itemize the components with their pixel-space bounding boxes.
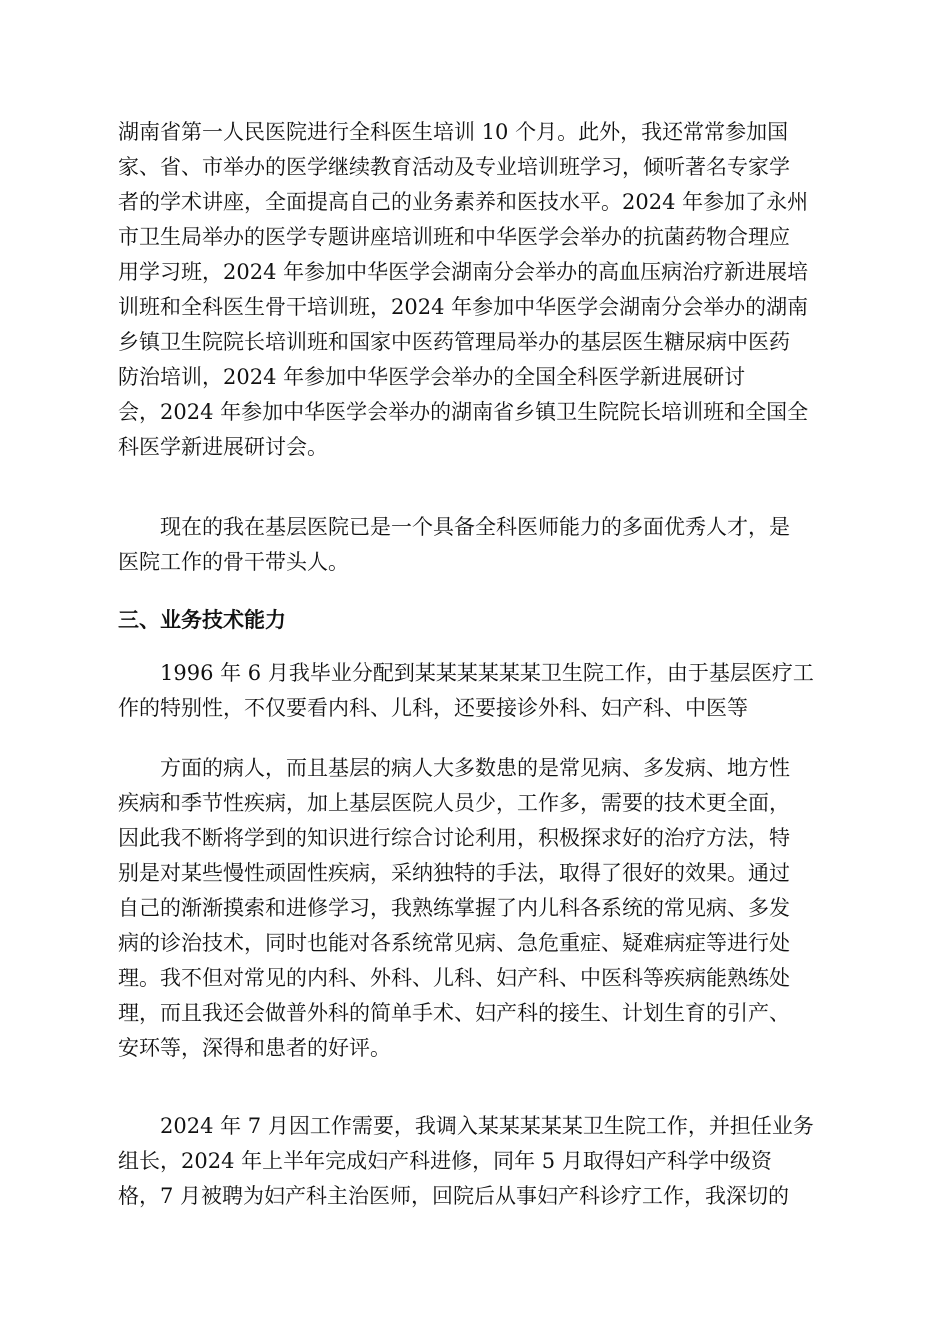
paragraph-1-line-5: 用学习班，2024 年参加中华医学会湖南分会举办的高血压病治疗新进展培 <box>118 260 809 284</box>
paragraph-1-line-2: 家、省、市举办的医学继续教育活动及专业培训班学习，倾听著名专家学 <box>118 155 790 179</box>
paragraph-4-line-6: 病的诊治技术，同时也能对各系统常见病、急危重症、疑难病症等进行处 <box>118 931 790 955</box>
paragraph-4-line-8: 理，而且我还会做普外科的简单手术、妇产科的接生、计划生育的引产、 <box>118 1001 790 1025</box>
paragraph-1-line-8: 防治培训，2024 年参加中华医学会举办的全国全科医学新进展研讨 <box>118 365 746 389</box>
paragraph-1-line-9: 会，2024 年参加中华医学会举办的湖南省乡镇卫生院院长培训班和全国全 <box>118 400 809 424</box>
paragraph-2-line-2: 医院工作的骨干带头人。 <box>118 550 349 574</box>
paragraph-4-line-7: 理。我不但对常见的内科、外科、儿科、妇产科、中医科等疾病能熟练处 <box>118 966 790 990</box>
paragraph-1-line-6: 训班和全科医生骨干培训班，2024 年参加中华医学会湖南分会举办的湖南 <box>118 295 809 319</box>
paragraph-4-line-1: 方面的病人，而且基层的病人大多数患的是常见病、多发病、地方性 <box>160 756 790 780</box>
paragraph-2-line-1: 现在的我在基层医院已是一个具备全科医师能力的多面优秀人才，是 <box>160 515 790 539</box>
paragraph-1-line-3: 者的学术讲座，全面提高自己的业务素养和医技水平。2024 年参加了永州 <box>118 190 809 214</box>
paragraph-3-line-1: 1996 年 6 月我毕业分配到某某某某某某卫生院工作，由于基层医疗工 <box>160 661 814 685</box>
paragraph-1-line-7: 乡镇卫生院院长培训班和国家中医药管理局举办的基层医生糖尿病中医药 <box>118 330 790 354</box>
paragraph-5-line-1: 2024 年 7 月因工作需要，我调入某某某某某卫生院工作，并担任业务 <box>160 1114 814 1138</box>
paragraph-4-line-5: 自己的渐渐摸索和进修学习，我熟练掌握了内儿科各系统的常见病、多发 <box>118 896 790 920</box>
paragraph-4-line-9: 安环等，深得和患者的好评。 <box>118 1036 391 1060</box>
paragraph-3-line-2: 作的特别性，不仅要看内科、儿科，还要接诊外科、妇产科、中医等 <box>118 696 748 720</box>
section-heading: 三、业务技术能力 <box>118 608 286 632</box>
paragraph-5-line-3: 格，7 月被聘为妇产科主治医师，回院后从事妇产科诊疗工作，我深切的 <box>118 1184 790 1208</box>
paragraph-1-line-4: 市卫生局举办的医学专题讲座培训班和中华医学会举办的抗菌药物合理应 <box>118 225 790 249</box>
paragraph-4-line-2: 疾病和季节性疾病，加上基层医院人员少，工作多，需要的技术更全面， <box>118 791 790 815</box>
paragraph-1-line-10: 科医学新进展研讨会。 <box>118 435 328 459</box>
paragraph-4-line-3: 因此我不断将学到的知识进行综合讨论利用，积极探求好的治疗方法，特 <box>118 826 790 850</box>
paragraph-5-line-2: 组长，2024 年上半年完成妇产科进修，同年 5 月取得妇产科学中级资 <box>118 1149 772 1173</box>
paragraph-1-line-1: 湖南省第一人民医院进行全科医生培训 10 个月。此外，我还常常参加国 <box>118 120 789 144</box>
paragraph-4-line-4: 别是对某些慢性顽固性疾病，采纳独特的手法，取得了很好的效果。通过 <box>118 861 790 885</box>
